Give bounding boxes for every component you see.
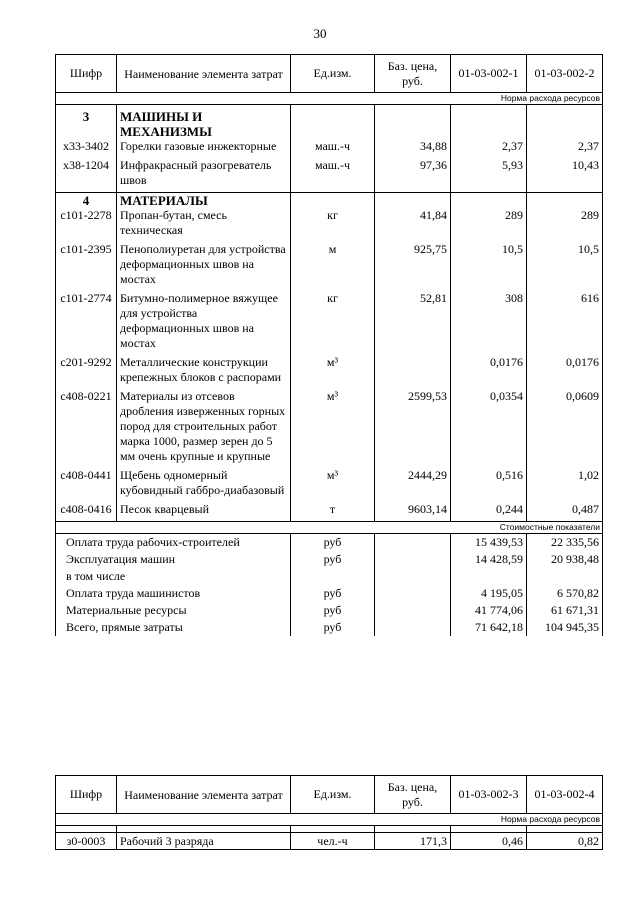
price-cell: 41,84 xyxy=(375,208,451,242)
empty-cell xyxy=(291,193,375,209)
table-row xyxy=(56,242,603,291)
code-cell: с408-0416 xyxy=(56,502,117,522)
section-title: МАТЕРИАЛЫ xyxy=(117,193,291,209)
header-unit: Ед.изм. xyxy=(291,776,375,814)
value-2-cell: 0,0609 xyxy=(527,389,603,468)
header-col-2: 01-03-002-2 xyxy=(527,55,603,93)
header-col-2: 01-03-002-4 xyxy=(527,776,603,814)
total-unit: руб xyxy=(291,602,375,619)
header-price: Баз. цена, руб. xyxy=(375,55,451,93)
spacer-cell xyxy=(375,826,451,833)
name-cell: Металлические конструкции крепежных блоков с распорами xyxy=(117,355,291,389)
total-value-1: 4 195,05 xyxy=(451,585,527,602)
empty-cell xyxy=(527,193,603,209)
empty-cell xyxy=(375,534,451,552)
total-value-1 xyxy=(451,568,527,585)
code-cell: с101-2278 xyxy=(56,208,117,242)
value-2-cell: 0,0176 xyxy=(527,355,603,389)
total-unit xyxy=(291,568,375,585)
code-cell: с101-2774 xyxy=(56,291,117,355)
spacer-cell xyxy=(56,826,117,833)
header-code: Шифр xyxy=(56,55,117,93)
unit-cell: м xyxy=(291,242,375,291)
price-cell: 2444,29 xyxy=(375,468,451,502)
empty-cell xyxy=(375,551,451,568)
total-row xyxy=(56,568,603,585)
norm-row xyxy=(56,93,603,105)
unit-cell: м³ xyxy=(291,468,375,502)
value-1-cell: 0,244 xyxy=(451,502,527,522)
unit-cell: м³ xyxy=(291,355,375,389)
norm-label: Норма расхода ресурсов xyxy=(56,814,603,826)
empty-cell xyxy=(451,109,527,139)
table-row xyxy=(56,139,603,158)
name-cell: Битумно-полимерное вяжущее для устройства деформационных швов на мостах xyxy=(117,291,291,355)
spacer-row xyxy=(56,826,603,833)
total-row xyxy=(56,619,603,636)
section-number: 4 xyxy=(56,193,117,209)
empty-cell xyxy=(375,602,451,619)
code-cell: х38-1204 xyxy=(56,158,117,193)
unit-cell: маш.-ч xyxy=(291,158,375,193)
code-cell: з0-0003 xyxy=(56,833,117,850)
resource-table-1 xyxy=(55,54,603,636)
value-1-cell: 0,516 xyxy=(451,468,527,502)
code-cell: с201-9292 xyxy=(56,355,117,389)
total-value-2: 6 570,82 xyxy=(527,585,603,602)
section-header xyxy=(56,109,603,139)
empty-cell xyxy=(375,193,451,209)
name-cell: Рабочий 3 разряда xyxy=(117,833,291,850)
header-row xyxy=(56,55,603,93)
unit-cell: м³ xyxy=(291,389,375,468)
price-cell: 97,36 xyxy=(375,158,451,193)
section-number: 3 xyxy=(56,109,117,139)
value-2-cell: 1,02 xyxy=(527,468,603,502)
total-label: Всего, прямые затраты xyxy=(56,619,291,636)
header-name: Наименование элемента затрат xyxy=(117,55,291,93)
total-row xyxy=(56,602,603,619)
section-title: МАШИНЫ И МЕХАНИЗМЫ xyxy=(117,109,291,139)
name-cell: Пенополиуретан для устройства деформационных швов на мостах xyxy=(117,242,291,291)
price-cell: 9603,14 xyxy=(375,502,451,522)
total-row xyxy=(56,585,603,602)
total-value-2: 22 335,56 xyxy=(527,534,603,552)
code-cell: с101-2395 xyxy=(56,242,117,291)
header-code: Шифр xyxy=(56,776,117,814)
norm-row xyxy=(56,814,603,826)
value-1-cell: 0,46 xyxy=(451,833,527,850)
total-label: Оплата труда рабочих-строителей xyxy=(56,534,291,552)
unit-cell: кг xyxy=(291,291,375,355)
total-unit: руб xyxy=(291,585,375,602)
value-2-cell: 10,5 xyxy=(527,242,603,291)
value-1-cell: 308 xyxy=(451,291,527,355)
table-row xyxy=(56,208,603,242)
cost-row xyxy=(56,522,603,534)
total-value-2: 20 938,48 xyxy=(527,551,603,568)
table-row xyxy=(56,158,603,193)
empty-cell xyxy=(375,585,451,602)
spacer-cell xyxy=(527,826,603,833)
code-cell: х33-3402 xyxy=(56,139,117,158)
total-value-1: 41 774,06 xyxy=(451,602,527,619)
spacer-cell xyxy=(291,826,375,833)
price-cell xyxy=(375,355,451,389)
price-cell: 52,81 xyxy=(375,291,451,355)
total-unit: руб xyxy=(291,619,375,636)
empty-cell xyxy=(375,619,451,636)
value-2-cell: 0,82 xyxy=(527,833,603,850)
name-cell: Инфракрасный разогреватель швов xyxy=(117,158,291,193)
header-unit: Ед.изм. xyxy=(291,55,375,93)
value-1-cell: 289 xyxy=(451,208,527,242)
name-cell: Щебень одномерный кубовидный габбро-диабазовый xyxy=(117,468,291,502)
total-value-2: 104 945,35 xyxy=(527,619,603,636)
unit-cell: маш.-ч xyxy=(291,139,375,158)
price-cell: 171,3 xyxy=(375,833,451,850)
total-label: Материальные ресурсы xyxy=(56,602,291,619)
name-cell: Материалы из отсевов дробления изверженных горных пород для строительных работ марка 1000, размер зерен до 5 мм очень крупные и крупные xyxy=(117,389,291,468)
unit-cell: чел.-ч xyxy=(291,833,375,850)
header-name: Наименование элемента затрат xyxy=(117,776,291,814)
empty-cell xyxy=(451,193,527,209)
unit-cell: т xyxy=(291,502,375,522)
cost-label: Стоимостные показатели xyxy=(56,522,603,534)
name-cell: Песок кварцевый xyxy=(117,502,291,522)
empty-cell xyxy=(291,109,375,139)
price-cell: 925,75 xyxy=(375,242,451,291)
total-unit: руб xyxy=(291,534,375,552)
total-value-2: 61 671,31 xyxy=(527,602,603,619)
header-col-1: 01-03-002-3 xyxy=(451,776,527,814)
header-price: Баз. цена, руб. xyxy=(375,776,451,814)
value-1-cell: 0,0354 xyxy=(451,389,527,468)
name-cell: Пропан-бутан, смесь техническая xyxy=(117,208,291,242)
value-1-cell: 2,37 xyxy=(451,139,527,158)
name-cell: Горелки газовые инжекторные xyxy=(117,139,291,158)
value-1-cell: 10,5 xyxy=(451,242,527,291)
section-header xyxy=(56,193,603,209)
table-row xyxy=(56,389,603,468)
unit-cell: кг xyxy=(291,208,375,242)
value-2-cell: 289 xyxy=(527,208,603,242)
code-cell: с408-0221 xyxy=(56,389,117,468)
price-cell: 2599,53 xyxy=(375,389,451,468)
total-value-1: 71 642,18 xyxy=(451,619,527,636)
value-1-cell: 5,93 xyxy=(451,158,527,193)
page-number: 30 xyxy=(313,26,327,41)
norm-label: Норма расхода ресурсов xyxy=(56,93,603,105)
resource-table-2 xyxy=(55,775,603,850)
value-2-cell: 10,43 xyxy=(527,158,603,193)
table-row xyxy=(56,468,603,502)
total-row xyxy=(56,534,603,552)
empty-cell xyxy=(375,568,451,585)
total-value-1: 15 439,53 xyxy=(451,534,527,552)
total-unit: руб xyxy=(291,551,375,568)
total-label: в том числе xyxy=(56,568,291,585)
total-value-1: 14 428,59 xyxy=(451,551,527,568)
code-cell: с408-0441 xyxy=(56,468,117,502)
spacer-cell xyxy=(117,826,291,833)
table-row xyxy=(56,833,603,850)
total-label: Оплата труда машинистов xyxy=(56,585,291,602)
header-col-1: 01-03-002-1 xyxy=(451,55,527,93)
table-row xyxy=(56,355,603,389)
table-row xyxy=(56,291,603,355)
total-row xyxy=(56,551,603,568)
spacer-cell xyxy=(451,826,527,833)
header-row xyxy=(56,776,603,814)
total-label: Эксплуатация машин xyxy=(56,551,291,568)
value-2-cell: 2,37 xyxy=(527,139,603,158)
empty-cell xyxy=(527,109,603,139)
empty-cell xyxy=(375,109,451,139)
value-1-cell: 0,0176 xyxy=(451,355,527,389)
value-2-cell: 0,487 xyxy=(527,502,603,522)
total-value-2 xyxy=(527,568,603,585)
value-2-cell: 616 xyxy=(527,291,603,355)
table-row xyxy=(56,502,603,522)
price-cell: 34,88 xyxy=(375,139,451,158)
